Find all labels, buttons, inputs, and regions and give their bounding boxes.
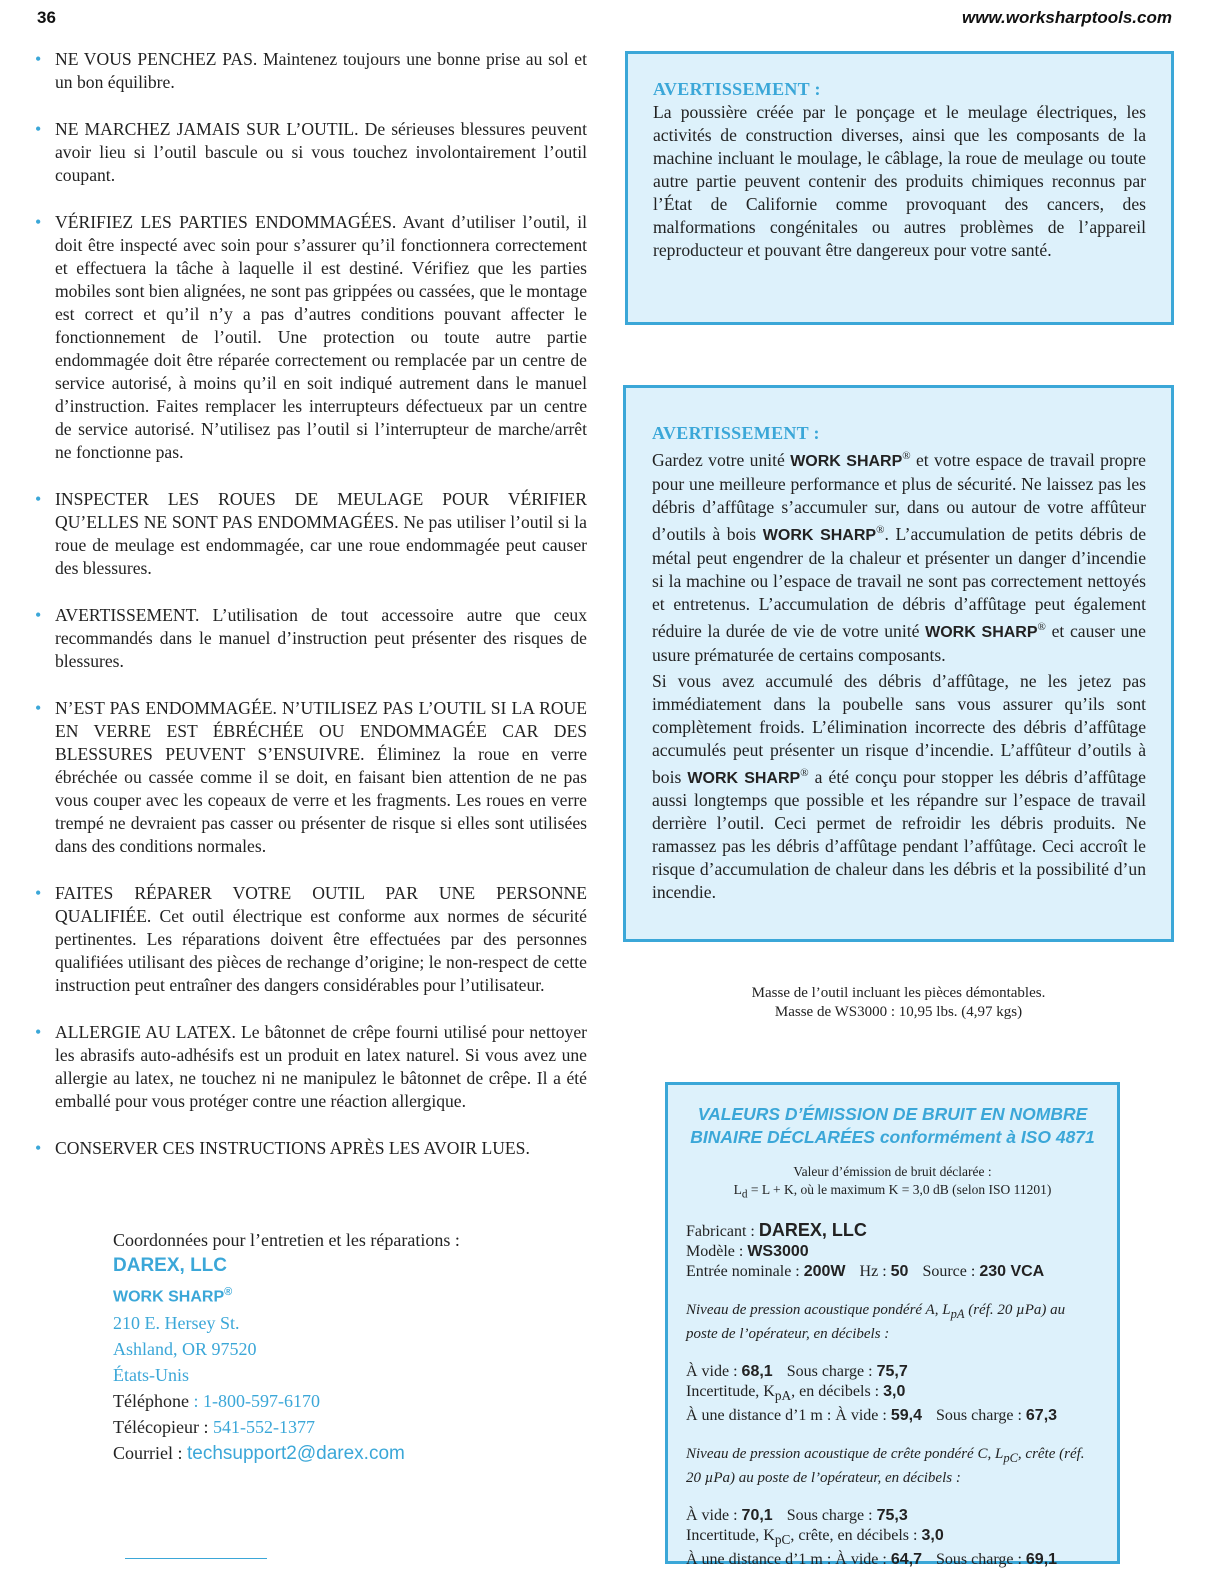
phone-link[interactable]: : 1-800-597-6170 bbox=[193, 1391, 320, 1412]
noise-specs bbox=[686, 1220, 1099, 1570]
contact-email: Courriel : techsupport2@darex.com bbox=[113, 1443, 405, 1465]
noise-title: VALEURS D’ÉMISSION DE BRUIT EN NOMBRE BINAIRE DÉCLARÉES conformément à ISO 4871 bbox=[690, 1104, 1095, 1147]
contact-phone: Téléphone : 1-800-597-6170 bbox=[113, 1391, 320, 1412]
tool-mass: Masse de l’outil incluant les pièces démontables. Masse de WS3000 : 10,95 lbs. (4,97 kgs) bbox=[751, 985, 1046, 1020]
list-item: • ALLERGIE AU LATEX. Le bâtonnet de crêpe fourni utilisé pour nettoyer les abrasifs auto-adhésifs est un produit en latex naturel. Si vous avez une allergie au latex, ne touchez ni ne manipulez le bâtonnet de crêpe. Il a été emballé pour vous protéger contre une réaction allergique. bbox=[35, 1022, 587, 1111]
list-item: • AVERTISSEMENT. L’utilisation de tout accessoire autre que ceux recommandés dans le manuel d’instruction peut présenter des risques de blessures. bbox=[35, 605, 587, 671]
warning-box-debris bbox=[623, 385, 1174, 942]
bullet-icon: • bbox=[35, 119, 42, 139]
list-item: • INSPECTER LES ROUES DE MEULAGE POUR VÉRIFIER QU’ELLES NE SONT PAS ENDOMMAGÉES. Ne pas utiliser l’outil si la roue de meulage est endommagée, car une roue endommagée peut causer des blessures. bbox=[35, 489, 587, 578]
a-values-row: À vide : 68,1 Sous charge : 75,7 bbox=[686, 1362, 908, 1380]
list-item: • FAITES RÉPARER VOTRE OUTIL PAR UNE PERSONNE QUALIFIÉE. Cet outil électrique est conforme aux normes de sécurité pertinentes. Les réparations doivent être effectuées par des personnes qualifiées utilisant des pièces de rechange d’origine; le non-respect de cette instruction peut entraîner des dangers considérables pour l’utilisateur. bbox=[35, 883, 587, 995]
list-item: • N’EST PAS ENDOMMAGÉE. N’UTILISEZ PAS L’OUTIL SI LA ROUE EN VERRE EST ÉBRÉCHÉE OU ENDOMMAGÉE CAR DES BLESSURES PEUVENT S’ENSUIVRE. Éliminez la roue en verre ébréchée ou cassée comme il se doit, en faisant bien attention de ne pas vous couper avec les copeaux de verre et les fragments. Les roues en verre trempé ne devraient pas casser ou présenter de risque si elles sont utilisées dans des conditions normales. bbox=[35, 698, 587, 856]
list-item: • NE MARCHEZ JAMAIS SUR L’OUTIL. De sérieuses blessures peuvent avoir lieu si l’outil bascule ou si vous touchez involontairement l’outil coupant. bbox=[35, 119, 587, 185]
list-item: • VÉRIFIEZ LES PARTIES ENDOMMAGÉES. Avant d’utiliser l’outil, il doit être inspecté avec soin pour s’assurer qu’il fonctionnera correctement et effectuera la tâche à laquelle il est destiné. Vérifiez que les parties mobiles sont bien alignées, ne sont pas grippées ou cassées, que le montage est correct et qu’il n’y a pas d’autres conditions pouvant affecter le fonctionnement de l’outil. Une protection ou toute autre partie endommagée doit être réparée correctement ou remplacée par un centre de service autorisé, à moins qu’il en soit indiqué autrement dans le manuel d’instruction. Faites remplacer les interrupteurs défectueux par un centre de service autorisé. N’utilisez pas l’outil si l’interrupteur de marche/arrêt ne fonctionne pas. bbox=[35, 212, 587, 462]
contact-intro: Coordonnées pour l’entretien et les réparations : bbox=[113, 1230, 460, 1250]
noise-declaration: Valeur d’émission de bruit déclarée : $L_d = L + K$, où le maximum K = 3,0 dB (selon ISO 11201) bbox=[733, 1164, 1052, 1201]
list-item: • NE VOUS PENCHEZ PAS. Maintenez toujours une bonne prise au sol et un bon équilibre. bbox=[35, 49, 587, 92]
model-row: Modèle : WS3000 bbox=[686, 1242, 809, 1260]
contact-country: États-Unis bbox=[113, 1365, 189, 1386]
bullet-icon: • bbox=[35, 883, 42, 903]
warning-title: AVERTISSEMENT : bbox=[652, 423, 820, 443]
a-weighted-description: Niveau de pression acoustique pondéré A, $L_{pA}$ (réf. 20 µPa) au poste de l’opérateur, en décibels : bbox=[686, 1301, 1066, 1342]
warning-box-dust bbox=[625, 51, 1174, 325]
input-row: Entrée nominale : 200W Hz : 50 Source : 230 VCA bbox=[686, 1262, 1045, 1280]
email-link[interactable]: techsupport2@darex.com bbox=[187, 1443, 405, 1465]
bullet-icon: • bbox=[35, 49, 42, 69]
noise-emission-box bbox=[665, 1082, 1120, 1569]
contact-city: Ashland, OR 97520 bbox=[113, 1339, 257, 1360]
bullet-icon: • bbox=[35, 698, 42, 718]
footnote-divider bbox=[125, 1558, 267, 1559]
manufacturer-row: Fabricant : DAREX, LLC bbox=[686, 1219, 867, 1240]
a-distance-row: À une distance d’1 m : À vide : 59,4 Sous charge : 67,3 bbox=[686, 1406, 1058, 1424]
bullet-icon: • bbox=[35, 489, 42, 509]
bullet-icon: • bbox=[35, 1022, 42, 1042]
service-contact bbox=[113, 1227, 460, 1467]
contact-brand: WORK SHARP® bbox=[113, 1286, 233, 1306]
c-values-row: À vide : 70,1 Sous charge : 75,3 bbox=[686, 1506, 908, 1524]
contact-company: DAREX, LLC bbox=[113, 1255, 227, 1276]
bullet-icon: • bbox=[35, 212, 42, 232]
a-uncertainty-row: Incertitude, $K_{pA}$, en décibels : 3,0 bbox=[686, 1382, 906, 1403]
contact-fax: Télécopieur : 541-552-1377 bbox=[113, 1417, 315, 1438]
c-uncertainty-row: Incertitude, $K_{pC}$, crête, en décibels : 3,0 bbox=[686, 1526, 944, 1548]
page-number: 36 bbox=[37, 8, 56, 27]
safety-instructions-list bbox=[35, 48, 587, 1184]
list-item: • CONSERVER CES INSTRUCTIONS APRÈS LES AVOIR LUES. bbox=[35, 1138, 530, 1158]
website-url[interactable]: www.worksharptools.com bbox=[961, 8, 1172, 27]
bullet-icon: • bbox=[35, 1138, 42, 1158]
c-distance-row: À une distance d’1 m : À vide : 64,7 Sous charge : 69,1 bbox=[686, 1551, 1058, 1569]
warning-title: AVERTISSEMENT : bbox=[653, 79, 821, 99]
c-weighted-description: Niveau de pression acoustique de crête pondéré C, $L_{pC}$, crête (réf. 20 µPa) au poste de l’opérateur, en décibels : bbox=[686, 1445, 1085, 1486]
warning-text: La poussière créée par le ponçage et le meulage électriques, les activités de construction diverses, ainsi que les composants de la machine incluant le moulage, le câblage, la roue de meulage ou toute autre partie peuvent contenir des produits chimiques reconnus par l’État de Californie comme provoquant des cancers, des malformations congénitales ou autres problèmes de l’appareil reproducteur et pouvant être dangereux pour votre santé. bbox=[653, 102, 1146, 260]
contact-street: 210 E. Hersey St. bbox=[113, 1313, 240, 1334]
warning-text: Gardez votre unité WORK SHARP® et votre espace de travail propre pour une meilleure performance et plus de sécurité. Ne laissez pas les débris d’affûtage s’accumuler sur, dans ou autour de votre affûteur d’outils à bois WORK SHARP®. L’accumulation de petits débris de métal peut engendrer de la chaleur et présenter un danger d’incendie si la machine ou l’espace de travail ne sont pas correctement nettoyés et entretenus. L’accumulation de débris d’affûtage peut également réduire la durée de vie de votre unité WORK SHARP® et causer une usure prématurée de certains composants. Si vous avez accumulé des débris d’affûtage, ne les jetez pas immédiatement dans la poubelle sans vous assurer qu’ils sont complètement froids. L’élimination incorrecte des débris d’affûtage accumulés peut présenter un risque d’incendie. L’affûteur d’outils à bois WORK SHARP® a été conçu pour stopper les débris d’affûtage aussi longtemps que possible et les répandre sur l’espace de travail derrière l’outil. Ceci permet de refroidir les débris produits. Ne ramassez pas les débris d’affûtage pendant l’affûtage. Ceci accroît le risque d’accumulation de chaleur dans les débris et la possibilité d’un incendie. bbox=[652, 449, 1147, 903]
bullet-icon: • bbox=[35, 605, 42, 625]
